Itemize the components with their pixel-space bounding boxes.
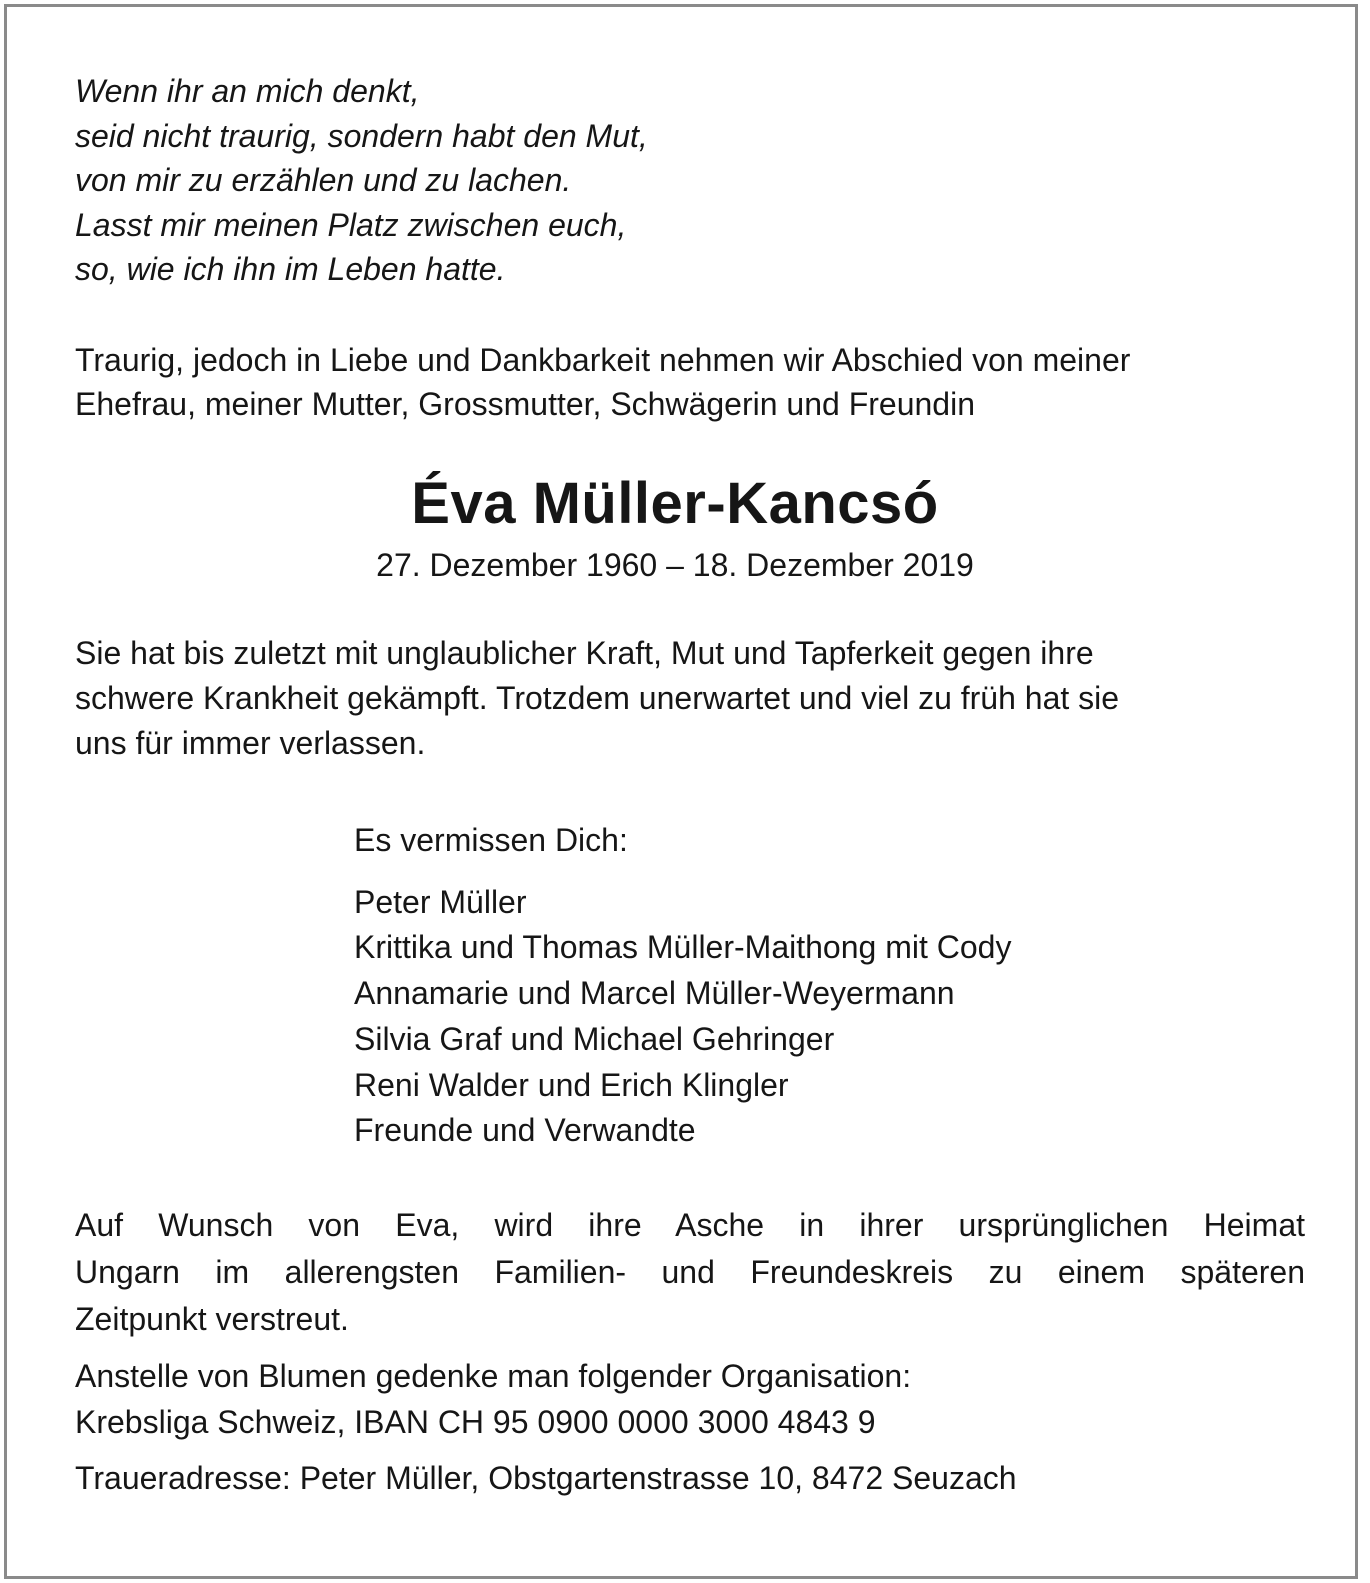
deceased-name: Éva Müller-Kancsó xyxy=(411,470,939,536)
farewell-intro xyxy=(75,338,1305,427)
poem-line: so, wie ich ihn im Leben hatte. xyxy=(75,251,506,287)
donation-info xyxy=(75,1353,1305,1445)
mourner-name: Reni Walder und Erich Klingler xyxy=(354,1066,789,1103)
poem-line: Lasst mir meinen Platz zwischen euch, xyxy=(75,206,627,243)
intro-line: Ehefrau, meiner Mutter, Grossmutter, Schwägerin und Freundin xyxy=(75,386,975,422)
poem-line: von mir zu erzählen und zu lachen. xyxy=(75,162,572,198)
mourner-name: Freunde und Verwandte xyxy=(354,1112,696,1149)
tribute-line: uns für immer verlassen. xyxy=(75,724,426,761)
mourner-name: Krittika und Thomas Müller-Maithong mit Cody xyxy=(354,929,1012,966)
mourners-section xyxy=(354,818,1305,1155)
wish-line: Auf Wunsch von Eva, wird ihre Asche in ihrer ursprünglichen Heimat xyxy=(75,1207,1305,1244)
tribute-line: schwere Krankheit gekämpft. Trotzdem unerwartet und viel zu früh hat sie xyxy=(75,679,1120,716)
mourner-name: Annamarie und Marcel Müller-Weyermann xyxy=(354,975,955,1012)
mourners-heading: Es vermissen Dich: xyxy=(354,821,628,858)
poem-line: seid nicht traurig, sondern habt den Mut, xyxy=(75,117,648,154)
obituary-frame xyxy=(4,4,1358,1579)
donation-iban: Krebsliga Schweiz, IBAN CH 95 0900 0000 3000 4843 9 xyxy=(75,1404,876,1441)
obituary-content xyxy=(75,69,1305,1501)
tribute-text xyxy=(75,631,1305,766)
memorial-poem xyxy=(75,69,1305,292)
mourning-address: Traueradresse: Peter Müller, Obstgartenstrasse 10, 8472 Seuzach xyxy=(75,1460,1017,1497)
life-dates: 27. Dezember 1960 – 18. Dezember 2019 xyxy=(376,546,974,583)
tribute-line: Sie hat bis zuletzt mit unglaublicher Kraft, Mut und Tapferkeit gegen ihre xyxy=(75,634,1094,671)
mourner-name: Peter Müller xyxy=(354,883,527,920)
mourner-name: Silvia Graf und Michael Gehringer xyxy=(354,1020,835,1057)
wish-line: Ungarn im allerengsten Familien- und Freundeskreis zu einem späteren xyxy=(75,1254,1305,1291)
wish-line: Zeitpunkt verstreut. xyxy=(75,1301,349,1338)
intro-line: Traurig, jedoch in Liebe und Dankbarkeit nehmen wir Abschied von meiner xyxy=(75,341,1131,378)
mourners-list xyxy=(354,880,1305,1155)
ashes-wish xyxy=(75,1202,1305,1343)
donation-line: Anstelle von Blumen gedenke man folgender Organisation: xyxy=(75,1358,912,1395)
poem-line: Wenn ihr an mich denkt, xyxy=(75,73,420,109)
